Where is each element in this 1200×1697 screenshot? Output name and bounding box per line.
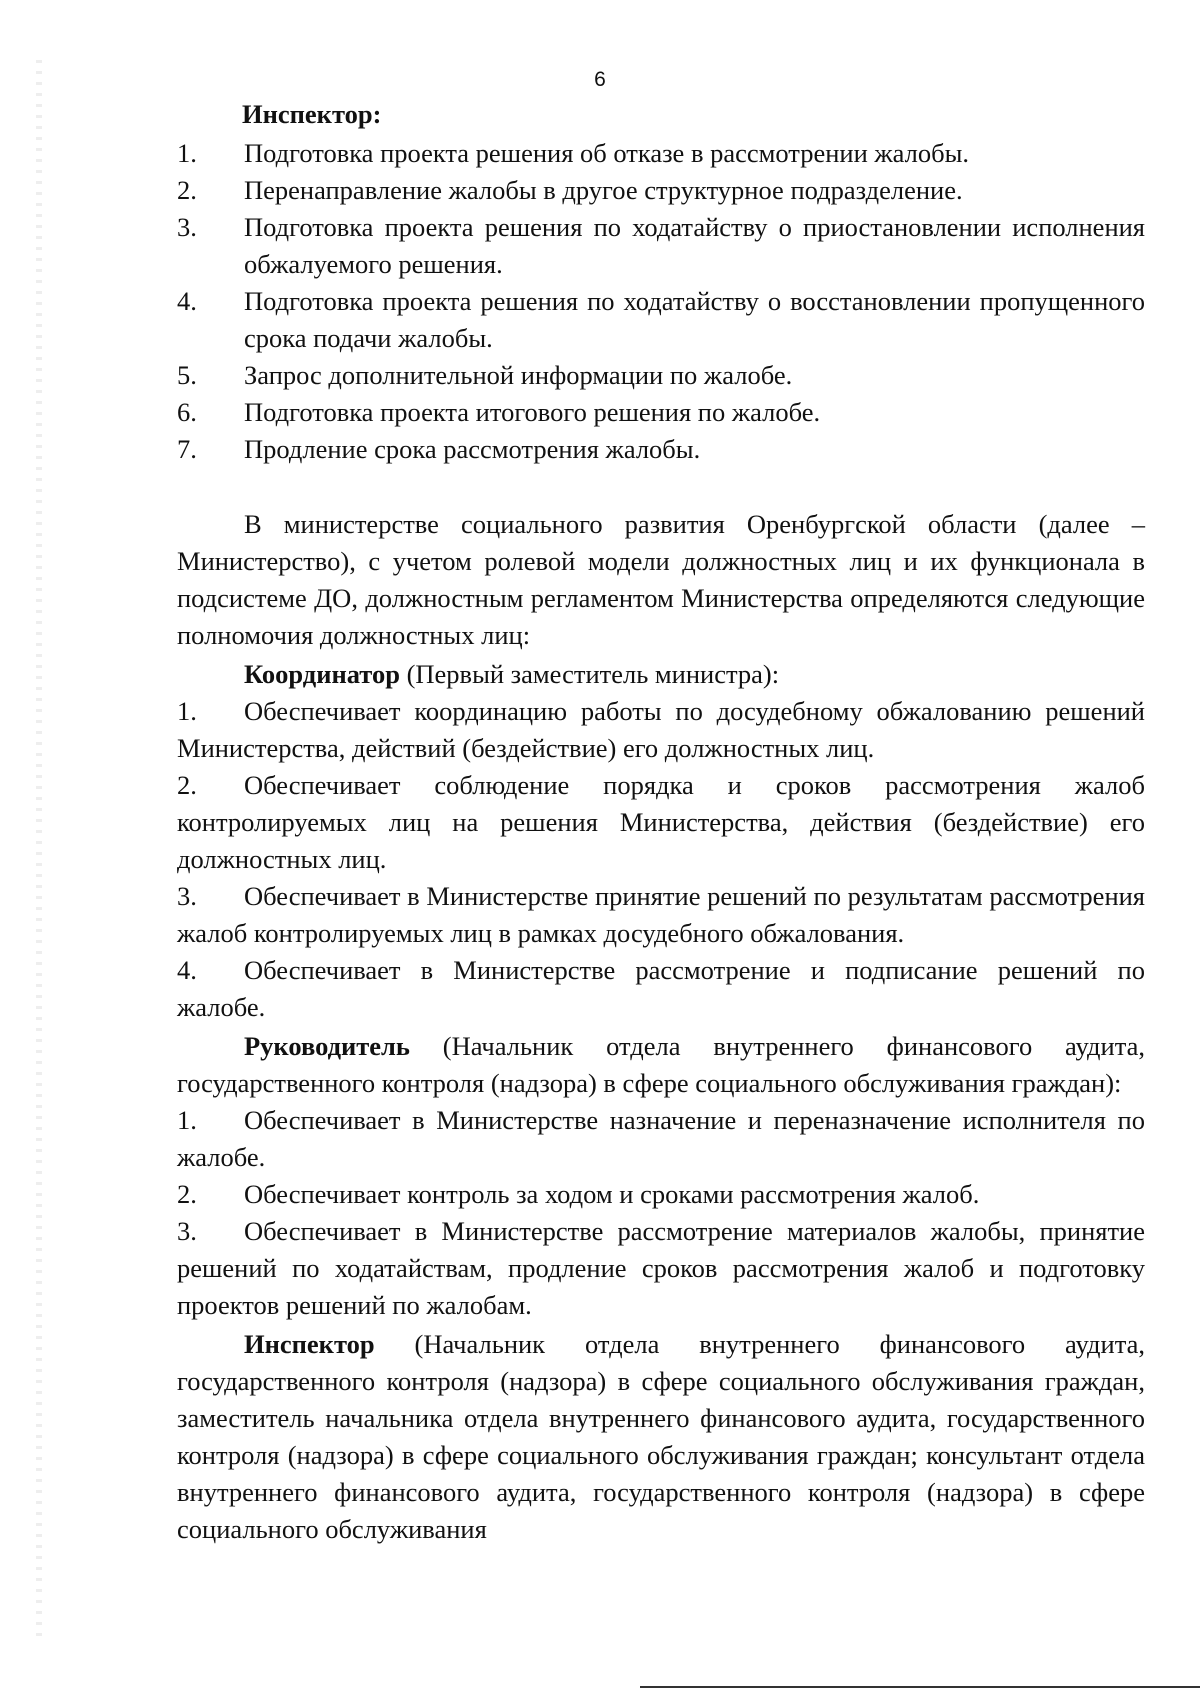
list-item [177,767,1145,878]
list-item [177,283,1145,357]
inspector-role-title: Инспектор [244,1329,375,1359]
list-item-text: Обеспечивает в Министерстве рассмотрение материалов жалобы, принятие решений по ходатайствам, продление сроков рассмотрения жалоб и подготовку проектов решений по жалобам. [177,1216,1145,1320]
list-item-text: Подготовка проекта итогового решения по жалобе. [244,397,821,427]
list-item [177,1213,1145,1324]
coordinator-list [177,693,1145,1026]
list-item-text: Подготовка проекта решения об отказе в рассмотрении жалобы. [244,138,970,168]
list-item-text: Обеспечивает в Министерстве рассмотрение и подписание решений по жалобе. [177,955,1145,1022]
list-item [177,693,1145,767]
section-gap [177,468,1145,504]
list-item-text: Обеспечивает контроль за ходом и сроками рассмотрения жалоб. [244,1179,980,1209]
list-item-text: Обеспечивает соблюдение порядка и сроков рассмотрения жалоб контролируемых лиц на решения Министерства, действия (бездействие) его должностных лиц. [177,770,1145,874]
list-item-number: 6. [177,397,197,427]
coordinator-title: Координатор [244,659,400,689]
list-item [177,172,1145,209]
list-item-text: Обеспечивает координацию работы по досудебному обжалованию решений Министерства, действий (бездействие) его должностных лиц. [177,696,1145,763]
list-item-number: 2. [177,175,197,205]
manager-position: (Начальник отдела внутреннего финансового аудита, государственного контроля (надзора) в сфере социального обслуживания граждан): [177,1031,1145,1098]
list-item-number: 5. [177,360,197,390]
list-item-number: 1. [177,1105,197,1135]
manager-heading [177,1028,1145,1102]
list-item-number: 3. [177,881,197,911]
list-item-number: 3. [177,212,197,242]
list-item-number: 1. [177,138,197,168]
list-item-text: Обеспечивает в Министерстве принятие решений по результатам рассмотрения жалоб контролируемых лиц в рамках досудебного обжалования. [177,881,1145,948]
list-item [177,878,1145,952]
intro-paragraph: В министерстве социального развития Оренбургской области (далее – Министерство), с учетом ролевой модели должностных лиц и их функционала в подсистеме ДО, должностным регламентом Министерства определяются следующие полномочия должностных лиц: [177,509,1145,650]
coordinator-position: (Первый заместитель министра): [399,659,780,689]
inspector-list-heading: Инспектор: [242,99,382,129]
inspector-task-list [177,135,1145,468]
page-number: 6 [594,68,606,91]
list-item [177,135,1145,172]
coordinator-heading [177,656,1145,693]
list-item-number: 1. [177,696,197,726]
list-item-text: Перенаправление жалобы в другое структурное подразделение. [244,175,963,205]
manager-list [177,1102,1145,1324]
list-item-number: 2. [177,770,197,800]
list-item-number: 7. [177,434,197,464]
document-body [177,96,1145,1548]
list-item-text: Продление срока рассмотрения жалобы. [244,434,701,464]
list-item-number: 3. [177,1216,197,1246]
list-item [177,1102,1145,1176]
inspector-role-heading [177,1326,1145,1548]
list-item-text: Запрос дополнительной информации по жалобе. [244,360,793,390]
list-item [177,394,1145,431]
list-item-text: Обеспечивает в Министерстве назначение и переназначение исполнителя по жалобе. [177,1105,1145,1172]
list-item [177,1176,1145,1213]
manager-title: Руководитель [244,1031,410,1061]
list-item [177,431,1145,468]
scan-edge-artifact [36,60,42,1640]
list-item-text: Подготовка проекта решения по ходатайству о приостановлении исполнения обжалуемого решения. [244,212,1145,279]
bottom-rule [640,1686,1200,1688]
list-item [177,952,1145,1026]
list-item-number: 4. [177,955,197,985]
list-item [177,209,1145,283]
list-item [177,357,1145,394]
list-item-text: Подготовка проекта решения по ходатайству о восстановлении пропущенного срока подачи жалобы. [244,286,1145,353]
list-item-number: 2. [177,1179,197,1209]
inspector-role-position: (Начальник отдела внутреннего финансового аудита, государственного контроля (надзора) в сфере социального обслуживания граждан, заместитель начальника отдела внутреннего финансового аудита, государственного контроля (надзора) в сфере социального обслуживания граждан; консультант отдела внутреннего финансового аудита, государственного контроля (надзора) в сфере социального обслуживания [177,1329,1145,1544]
list-item-number: 4. [177,286,197,316]
